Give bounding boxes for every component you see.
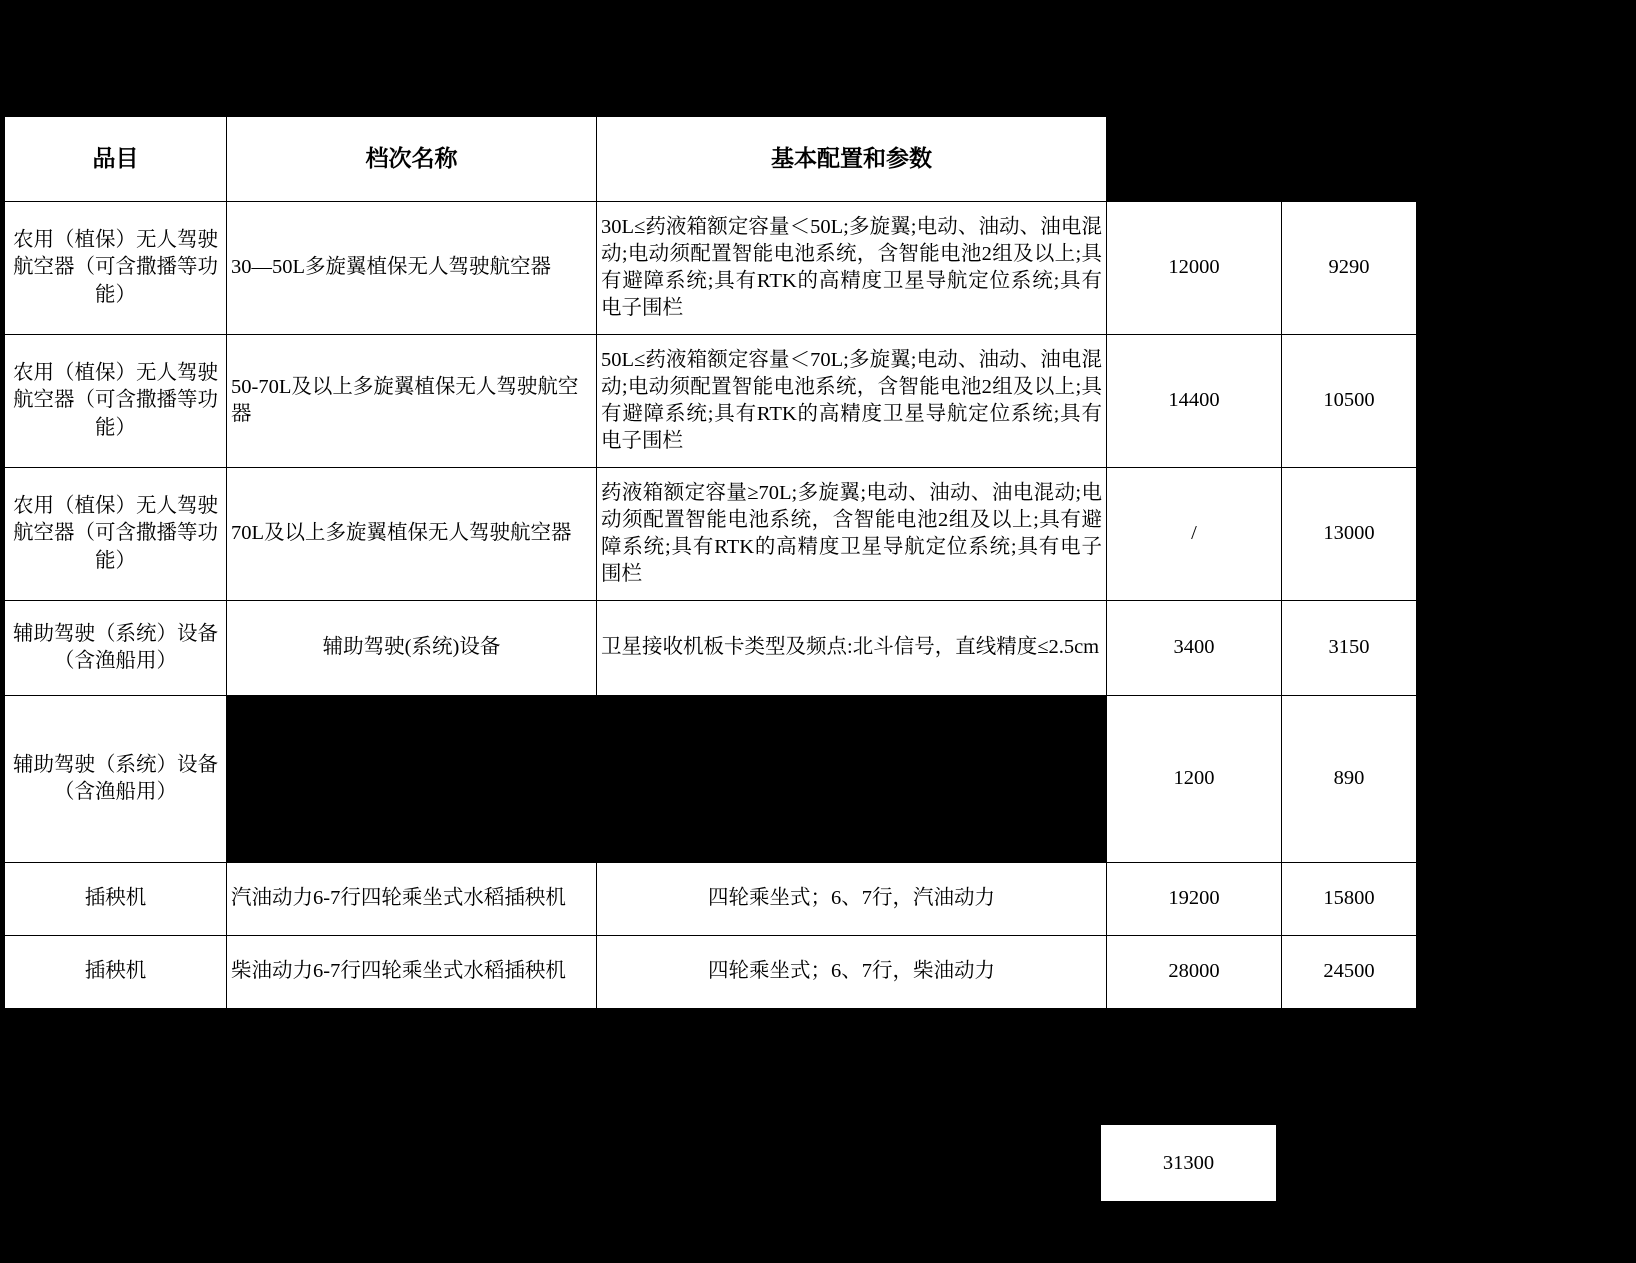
table-row [5, 696, 1417, 863]
cell-value2: 9290 [1282, 202, 1417, 335]
column-header-value2 [1282, 117, 1417, 202]
cell-value1: / [1107, 468, 1282, 601]
cell-item: 农用（植保）无人驾驶航空器（可含撒播等功能） [5, 335, 227, 468]
cell-item: 农用（植保）无人驾驶航空器（可含撒播等功能） [5, 468, 227, 601]
cell-grade: 50-70L及以上多旋翼植保无人驾驶航空器 [227, 335, 597, 468]
table-row [5, 601, 1417, 696]
cell-value1: 19200 [1107, 863, 1282, 936]
cell-value1: 3400 [1107, 601, 1282, 696]
cell-spec: 四轮乘坐式；6、7行，柴油动力 [597, 936, 1107, 1009]
cell-value1: 28000 [1107, 936, 1282, 1009]
table-header-row [5, 117, 1417, 202]
cell-grade: 30—50L多旋翼植保无人驾驶航空器 [227, 202, 597, 335]
cell-grade: 70L及以上多旋翼植保无人驾驶航空器 [227, 468, 597, 601]
subsidy-table [4, 116, 1417, 1009]
cell-spec: 30L≤药液箱额定容量＜50L;多旋翼;电动、油动、油电混动;电动须配置智能电池系统，含智能电池2组及以上;具有避障系统;具有RTK的高精度卫星导航定位系统;具有电子围栏 [597, 202, 1107, 335]
cell-value2: 10500 [1282, 335, 1417, 468]
subsidy-table-container [4, 116, 1416, 1009]
column-header-spec: 基本配置和参数 [597, 117, 1107, 202]
cell-item: 辅助驾驶（系统）设备（含渔船用） [5, 601, 227, 696]
cell-value2: 24500 [1282, 936, 1417, 1009]
cell-value1: 1200 [1107, 696, 1282, 863]
column-header-item: 品目 [5, 117, 227, 202]
table-row [5, 468, 1417, 601]
cell-spec: 药液箱额定容量≥70L;多旋翼;电动、油动、油电混动;电动须配置智能电池系统，含智能电池2组及以上;具有避障系统;具有RTK的高精度卫星导航定位系统;具有电子围栏 [597, 468, 1107, 601]
table-row [5, 863, 1417, 936]
cell-grade-redacted [227, 696, 597, 863]
cell-item: 农用（植保）无人驾驶航空器（可含撒播等功能） [5, 202, 227, 335]
cell-item: 辅助驾驶（系统）设备（含渔船用） [5, 696, 227, 863]
cell-spec: 卫星接收机板卡类型及频点:北斗信号，直线精度≤2.5cm [597, 601, 1107, 696]
cell-value2: 890 [1282, 696, 1417, 863]
table-row [5, 202, 1417, 335]
cell-spec: 四轮乘坐式；6、7行，汽油动力 [597, 863, 1107, 936]
cell-grade: 汽油动力6-7行四轮乘坐式水稻插秧机 [227, 863, 597, 936]
stray-value-cell: 31300 [1101, 1125, 1276, 1201]
cell-spec-redacted [597, 696, 1107, 863]
cell-value1: 14400 [1107, 335, 1282, 468]
cell-value2: 3150 [1282, 601, 1417, 696]
cell-spec: 50L≤药液箱额定容量＜70L;多旋翼;电动、油动、油电混动;电动须配置智能电池系统，含智能电池2组及以上;具有避障系统;具有RTK的高精度卫星导航定位系统;具有电子围栏 [597, 335, 1107, 468]
column-header-grade: 档次名称 [227, 117, 597, 202]
cell-item: 插秧机 [5, 863, 227, 936]
column-header-value1 [1107, 117, 1282, 202]
cell-value2: 13000 [1282, 468, 1417, 601]
cell-grade: 辅助驾驶(系统)设备 [227, 601, 597, 696]
table-row [5, 335, 1417, 468]
cell-grade: 柴油动力6-7行四轮乘坐式水稻插秧机 [227, 936, 597, 1009]
cell-value2: 15800 [1282, 863, 1417, 936]
cell-item: 插秧机 [5, 936, 227, 1009]
cell-value1: 12000 [1107, 202, 1282, 335]
table-row [5, 936, 1417, 1009]
